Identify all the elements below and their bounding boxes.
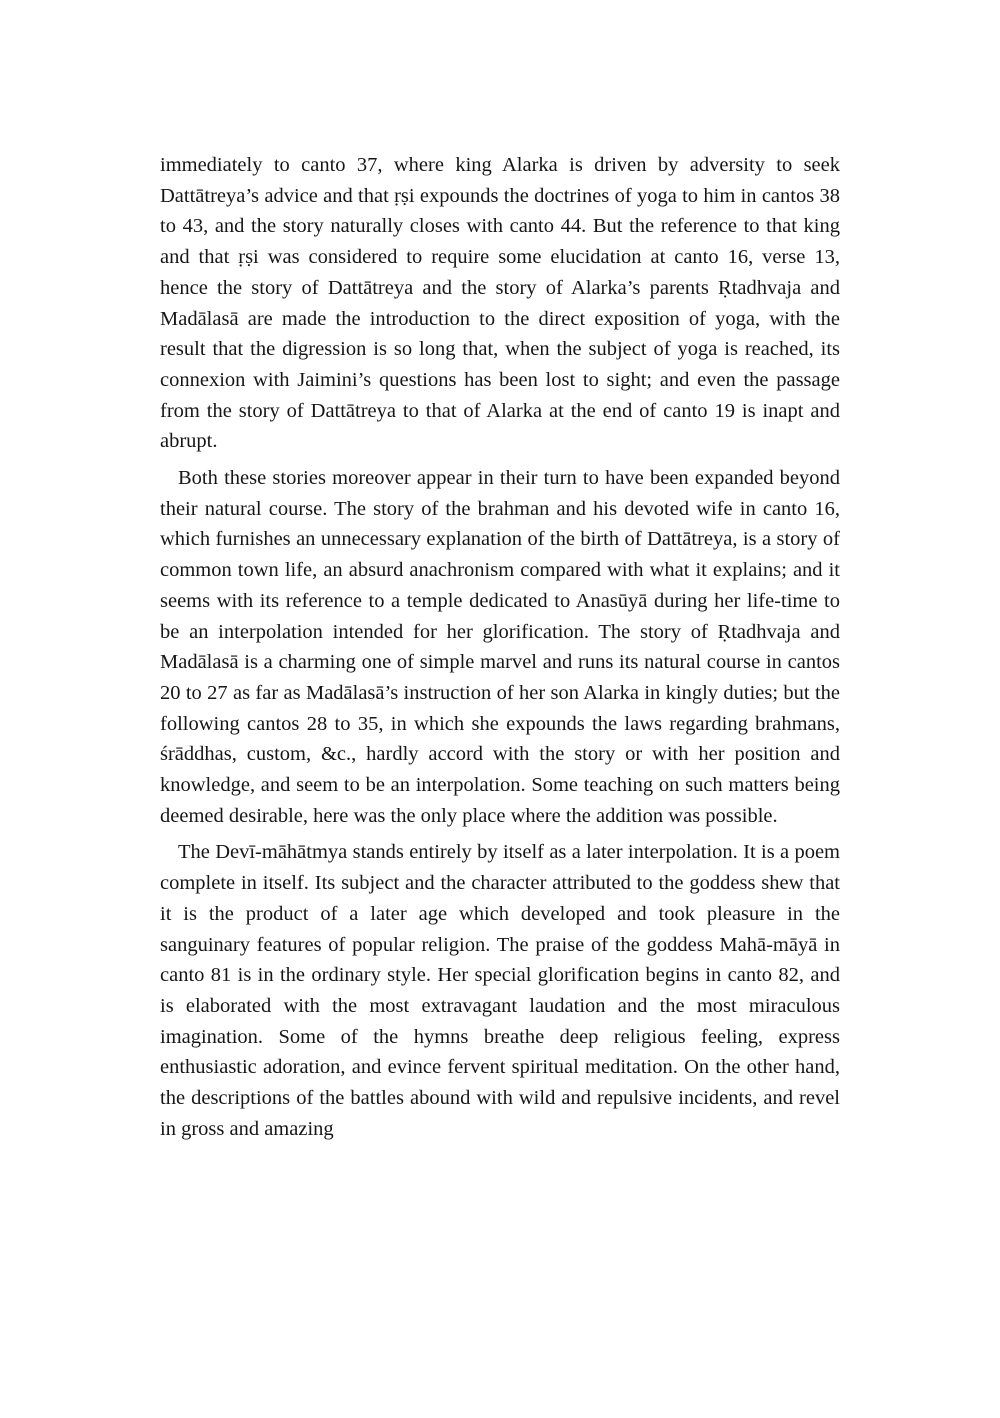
- paragraph-2: Both these stories moreover appear in their turn to have been expanded beyond their natural course. The story of the brahman and his devoted wife in canto 16, which furnishes an unnecessary explanation of the birth of Dattātreya, is a story of common town life, an absurd anachronism compared with what it explains; and it seems with its reference to a temple dedicated to Anasūyā during her life-time to be an interpolation intended for her glorification. The story of Ṛtadhvaja and Madālasā is a charming one of simple marvel and runs its natural course in cantos 20 to 27 as far as Madālasā’s instruction of her son Alarka in kingly duties; but the following cantos 28 to 35, in which she expounds the laws regarding brahmans, śrāddhas, custom, &c., hardly accord with the story or with her position and knowledge, and seem to be an interpolation. Some teaching on such matters being deemed desirable, here was the only place where the addition was possible.: [160, 467, 840, 827]
- paragraph-1: immediately to canto 37, where king Alarka is driven by adversity to seek Dattātreya’s advice and that ṛṣi expounds the doctrines of yoga to him in cantos 38 to 43, and the story naturally closes with canto 44. But the reference to that king and that ṛṣi was considered to require some elucidation at canto 16, verse 13, hence the story of Dattātreya and the story of Alarka’s parents Ṛtadhvaja and Madālasā are made the introduction to the direct exposition of yoga, with the result that the digression is so long that, when the subject of yoga is reached, its connexion with Jaimini’s questions has been lost to sight; and even the passage from the story of Dattātreya to that of Alarka at the end of canto 19 is inapt and abrupt.: [160, 154, 840, 453]
- paragraph-3: The Devī-māhātmya stands entirely by itself as a later interpolation. It is a poem complete in itself. Its subject and the character attributed to the goddess shew that it is the product of a later age which developed and took pleasure in the sanguinary features of popular religion. The praise of the goddess Mahā-māyā in canto 81 is in the ordinary style. Her special glorification begins in canto 82, and is elaborated with the most extravagant laudation and the most miraculous imagination. Some of the hymns breathe deep religious feeling, express enthusiastic adoration, and evince fervent spiritual meditation. On the other hand, the descriptions of the battles abound with wild and repulsive incidents, and revel in gross and amazing: [160, 841, 840, 1140]
- body-text: [160, 150, 840, 1145]
